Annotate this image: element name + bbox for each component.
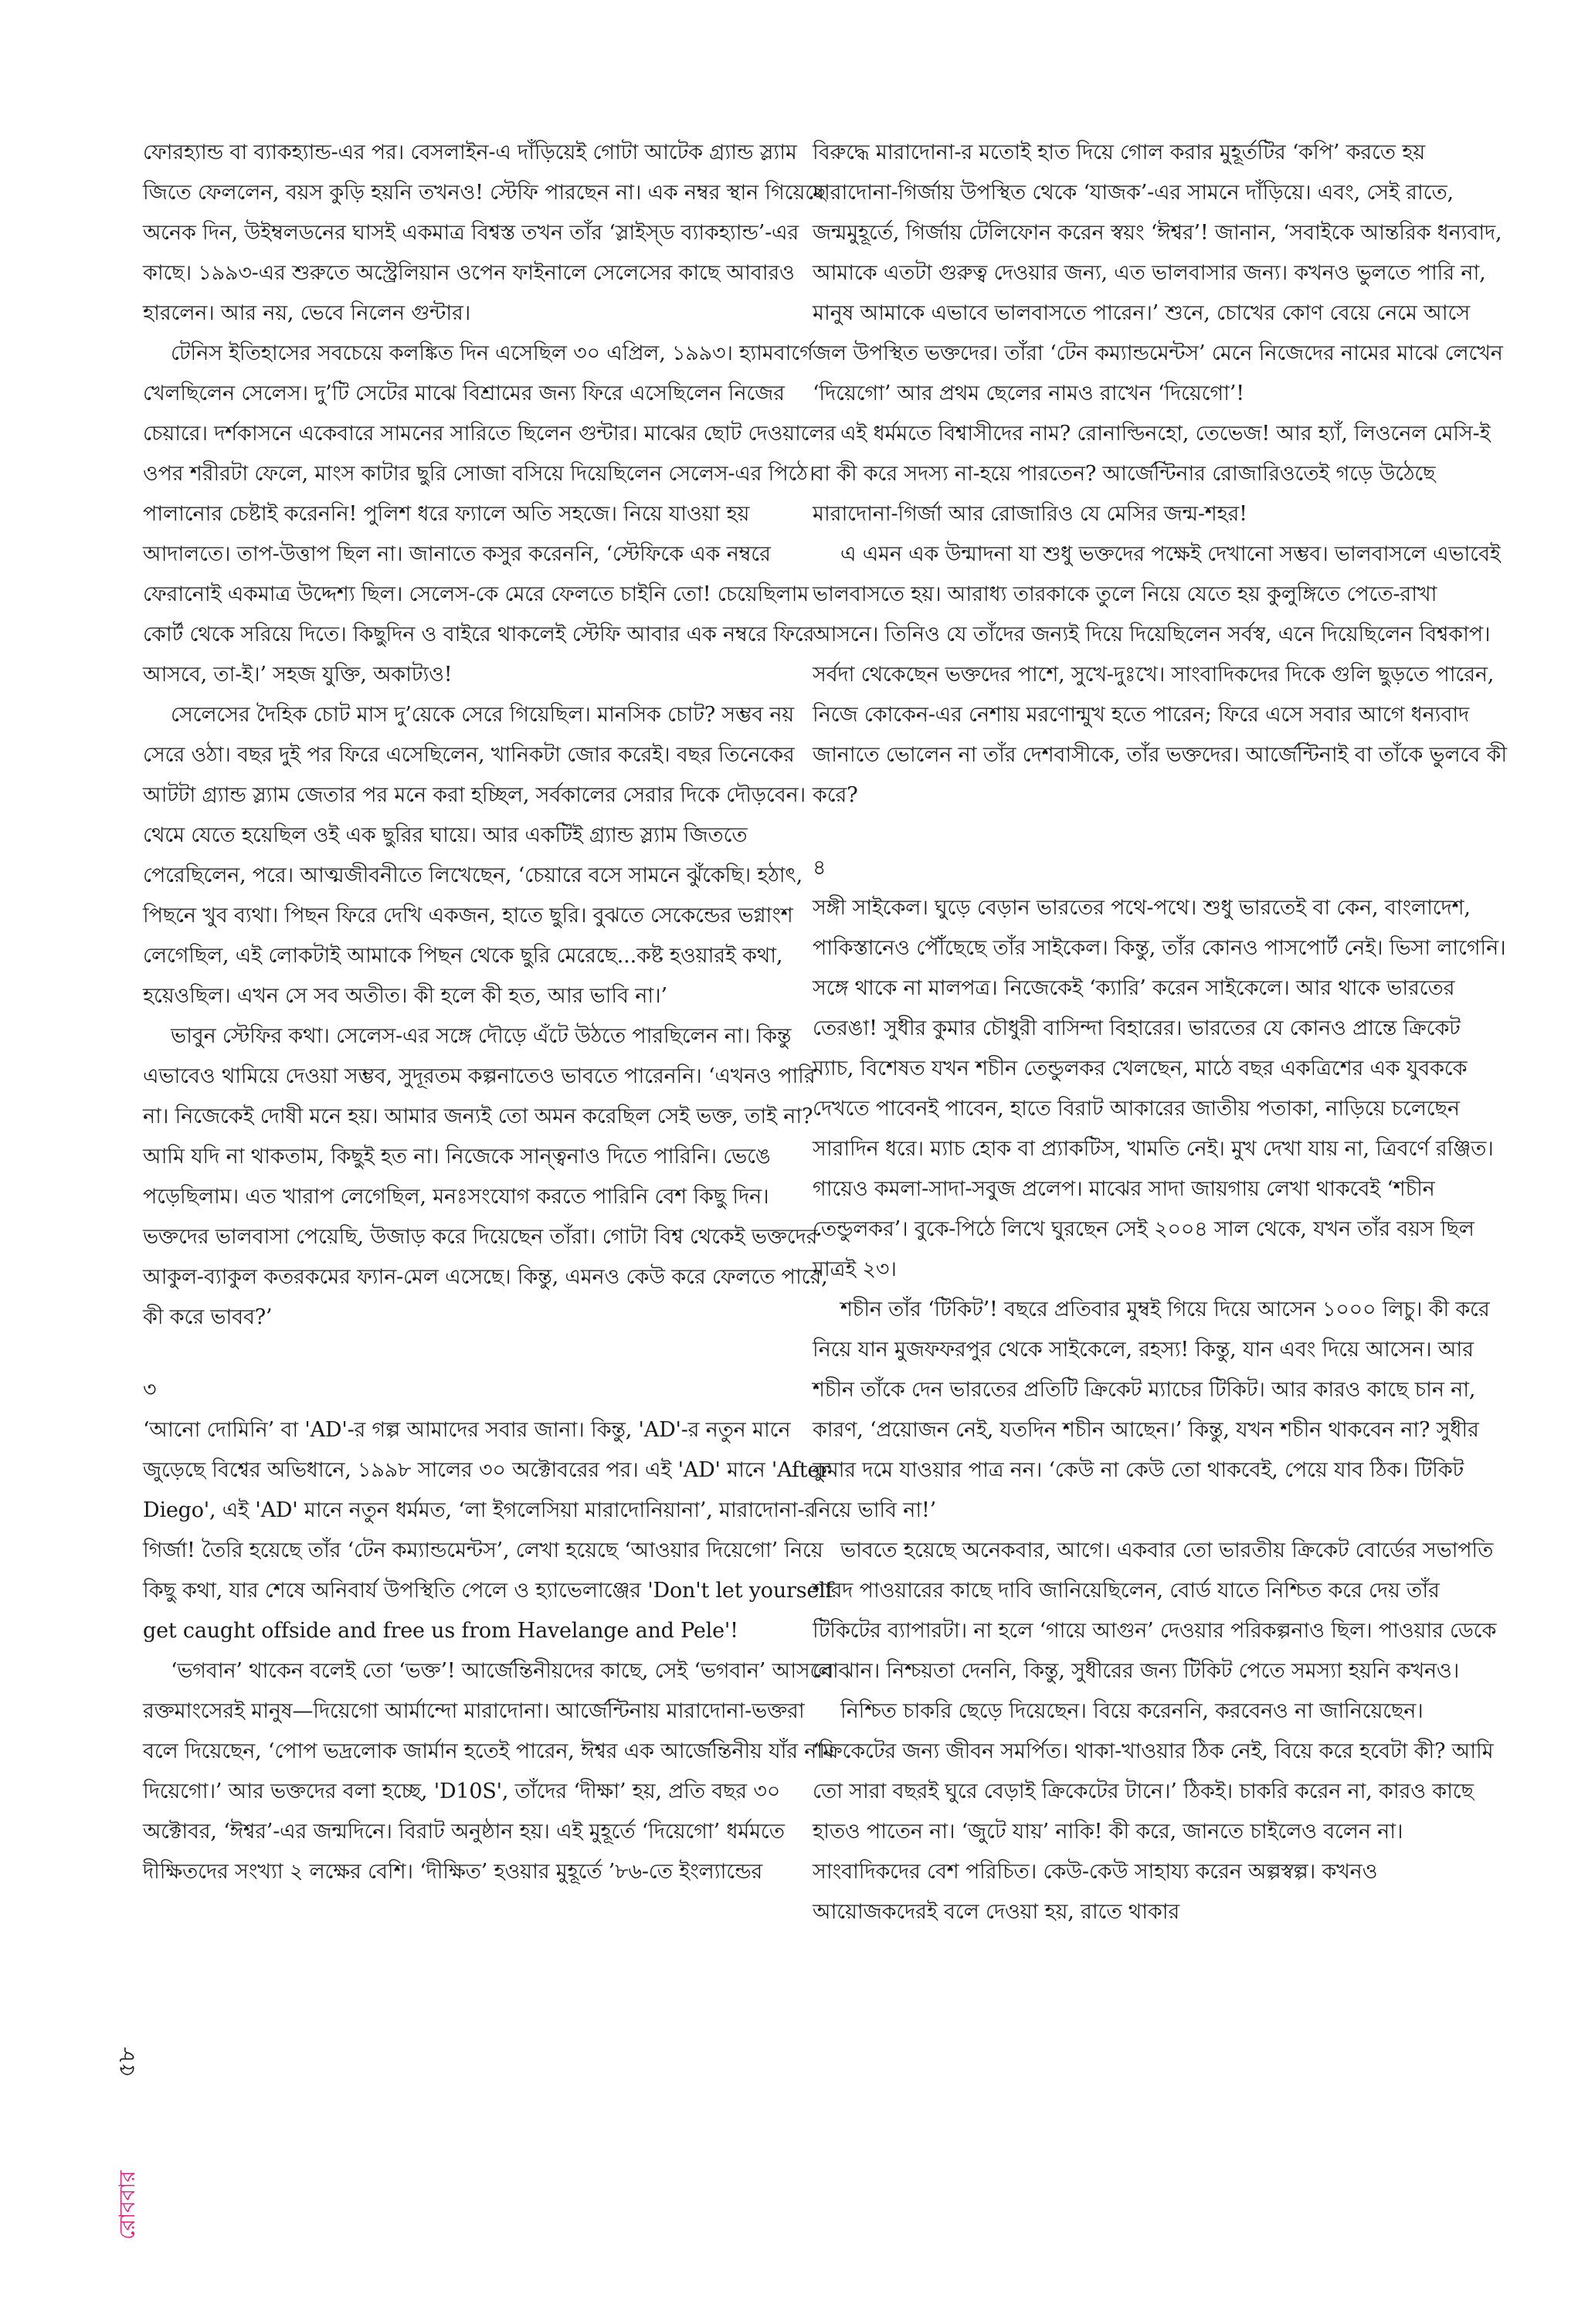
paragraph: ভাবতে হয়েছে অনেকবার, আগে। একবার তো ভারতীয় ক্রিকেট বোর্ডের সভাপতি শারদ পাওয়ারের কাছে দাবি জানিয়েছিলেন, বোর্ড যাতে নিশ্চিত করে দেয় তাঁর টিকিটের ব্যাপারটা। না হলে ‘গায়ে আগুন’ দেওয়ার পরিকল্পনাও ছিল। পাওয়ার ডেকে বোঝান। নিশ্চয়তা দেননি, কিন্তু, সুধীরের জন্য টিকিট পেতে সমস্যা হয়নি কখনও।	[813, 1539, 1497, 1683]
paragraph: এই ধর্মমতে বিশ্বাসীদের নাম? রোনাল্ডিনহো, তেভেজ! আর হ্যাঁ, লিওনেল মেসি-ই বা কী করে সদস্য না-হয়ে পারতেন? আর্জেন্টিনার রোজারিওতেই গড়ে উঠেছে মারাদোনা-গির্জা আর রোজারিও যে মেসির জন্ম-শহর!	[813, 422, 1491, 526]
page-folio	[104, 2039, 151, 2286]
section-number: ৪	[813, 856, 826, 880]
publication-name: রোববার	[114, 2170, 140, 2240]
paragraph: ফোরহ্যান্ড বা ব্যাকহ্যান্ড-এর পর। বেসলাইন-এ দাঁড়িয়েই গোটা আটেক গ্র্যান্ড স্ল্যাম জিতে ফেললেন, বয়স কুড়ি হয়নি তখনও! স্টেফি পারছেন না। এক নম্বর স্থান গিয়েছে অনেক দিন, উইম্বলডনের ঘাসই একমাত্র বিশ্বস্ত তখন তাঁর ‘স্লাইস্‌ড ব্যাকহ্যান্ড’-এর কাছে। ১৯৯৩-এর শুরুতে অস্ট্রেলিয়ান ওপেন ফাইনালে সেলেসের কাছে আবারও হারলেন। আর নয়, ভেবে নিলেন গুন্টার।	[143, 141, 826, 325]
page-number: ৫৮	[114, 2047, 141, 2078]
paragraph: বিরুদ্ধে মারাদোনা-র মতোই হাত দিয়ে গোল করার মুহূর্তটির ‘কপি’ করতে হয় মারাদোনা-গির্জায় উপস্থিত থেকে ‘যাজক’-এর সামনে দাঁড়িয়ে। এবং, সেই রাতে, জন্মমুহূর্তে, গির্জায় টেলিফোন করেন স্বয়ং ‘ঈশ্বর’! জানান, ‘সবাইকে আন্তরিক ধন্যবাদ, আমাকে এতটা গুরুত্ব দেওয়ার জন্য, এত ভালবাসার জন্য। কখনও ভুলতে পারি না, মানুষ আমাকে এভাবে ভালবাসতে পারেন।’ শুনে, চোখের কোণ বেয়ে নেমে আসে জল উপস্থিত ভক্তদের। তাঁরা ‘টেন কম্যান্ডমেন্টস’ মেনে নিজেদের নামের মাঝে লেখেন ‘দিয়েগো’ আর প্রথম ছেলের নামও রাখেন ‘দিয়েগো’!	[813, 141, 1503, 405]
paragraph: সেলেসের দৈহিক চোট মাস দু’য়েকে সেরে গিয়েছিল। মানসিক চোট? সম্ভব নয় সেরে ওঠা। বছর দুই পর ফিরে এসেছিলেন, খানিকটা জোর করেই। বছর তিনেকের আটটা গ্র্যান্ড স্ল্যাম জেতার পর মনে করা হচ্ছিল, সর্বকালের সেরার দিকে দৌড়বেন। থেমে যেতে হয়েছিল ওই এক ছুরির ঘায়ে। আর একটিই গ্র্যান্ড স্ল্যাম জিততে পেরেছিলেন, পরে। আত্মজীবনীতে লিখেছেন, ‘চেয়ারে বসে সামনে ঝুঁকেছি। হঠাৎ, পিছনে খুব ব্যথা। পিছন ফিরে দেখি একজন, হাতে ছুরি। বুঝতে সেকেন্ডের ভগ্নাংশ লেগেছিল, এই লোকটাই আমাকে পিছন থেকে ছুরি মেরেছে...কষ্ট হওয়ারই কথা, হয়েওছিল। এখন সে সব অতীত। কী হলে কী হত, আর ভাবি না।’	[143, 703, 806, 1008]
paragraph: নিশ্চিত চাকরি ছেড়ে দিয়েছেন। বিয়ে করেননি, করবেনও না জানিয়েছেন। ‘ক্রিকেটের জন্য জীবন সমর্পিত। থাকা-খাওয়ার ঠিক নেই, বিয়ে করে হবেটা কী? আমি তো সারা বছরই ঘুরে বেড়াই ক্রিকেটের টানে।’ ঠিকই। চাকরি করেন না, কারও কাছে হাতও পাতেন না। ‘জুটে যায়’ নাকি! কী করে, জানতে চাইলেও বলেন না। সাংবাদিকদের বেশ পরিচিত। কেউ-কেউ সাহায্য করেন অল্পস্বল্প। কখনও আয়োজকদেরই বলে দেওয়া হয়, রাতে থাকার	[813, 1699, 1494, 1924]
section-number: ৩	[143, 1378, 157, 1402]
paragraph: শচীন তাঁর ‘টিকিট’! বছরে প্রতিবার মুম্বই গিয়ে দিয়ে আসেন ১০০০ লিচু। কী করে নিয়ে যান মুজফফরপুর থেকে সাইকেলে, রহস্য! কিন্তু, যান এবং দিয়ে আসেন। আর শচীন তাঁকে দেন ভারতের প্রতিটি ক্রিকেট ম্যাচের টিকিট। আর কারও কাছে চান না, কারণ, ‘প্রয়োজন নেই, যতদিন শচীন আছেন।’ কিন্তু, যখন শচীন থাকবেন না? সুধীর কুমার দমে যাওয়ার পাত্র নন। ‘কেউ না কেউ তো থাকবেই, পেয়ে যাব ঠিক। টিকিট নিয়ে ভাবি না!’	[813, 1298, 1490, 1522]
paragraph: এ এমন এক উন্মাদনা যা শুধু ভক্তদের পক্ষেই দেখানো সম্ভব। ভালবাসলে এভাবেই ভালবাসতে হয়। আরাধ্য তারকাকে তুলে নিয়ে যেতে হয় কুলুঙ্গিতে পেতে-রাখা আসনে। তিনিও যে তাঁদের জন্যই দিয়ে দিয়েছিলেন সর্বস্ব, এনে দিয়েছিলেন বিশ্বকাপ। সর্বদা থেকেছেন ভক্তদের পাশে, সুখে-দুঃখে। সাংবাদিকদের দিকে গুলি ছুড়তে পারেন, নিজে কোকেন-এর নেশায় মরণোন্মুখ হতে পারেন; ফিরে এসে সবার আগে ধন্যবাদ জানাতে ভোলেন না তাঁর দেশবাসীকে, তাঁর ভক্তদের। আর্জেন্টিনাই বা তাঁকে ভুলবে কী করে?	[813, 542, 1507, 807]
right-column	[813, 133, 1508, 1932]
paragraph: ‘আনো দোমিনি’ বা 'AD'-র গল্প আমাদের সবার জানা। কিন্তু, 'AD'-র নতুন মানে জুড়েছে বিশ্বের অভিধানে, ১৯৯৮ সালের ৩০ অক্টোবরের পর। এই 'AD' মানে 'After Diego', এই 'AD' মানে নতুন ধর্মমত, ‘লা ইগলেসিয়া মারাদোনিয়ানা’, মারাদোনা-র গির্জা! তৈরি হয়েছে তাঁর ‘টেন কম্যান্ডমেন্টস’, লেখা হয়েছে ‘আওয়ার দিয়েগো’ নিয়ে কিছু কথা, যার শেষে অনিবার্য উপস্থিতি পেলে ও হ্যাভেলাঞ্জের 'Don't let yourself get caught offside and free us from Havelange and Pele'!	[143, 1418, 833, 1643]
paragraph: ‘ভগবান’ থাকেন বলেই তো ‘ভক্ত’! আর্জেন্তিনীয়দের কাছে, সেই ‘ভগবান’ আসলে রক্তমাংসেরই মানুষ—দিয়েগো আর্মান্দো মারাদোনা। আর্জেন্টিনায় মারাদোনা-ভক্তরা বলে দিয়েছেন, ‘পোপ ভদ্রলোক জার্মান হতেই পারেন, ঈশ্বর এক আর্জেন্তিনীয় যাঁর নাম দিয়েগো।’ আর ভক্তদের বলা হচ্ছে, 'D10S', তাঁদের ‘দীক্ষা’ হয়, প্রতি বছর ৩০ অক্টোবর, ‘ঈশ্বর’-এর জন্মদিনে। বিরাট অনুষ্ঠান হয়। এই মুহূর্তে ‘দিয়েগো’ ধর্মমতে দীক্ষিতদের সংখ্যা ২ লক্ষের বেশি। ‘দীক্ষিত’ হওয়ার মুহূর্তে ’৮৬-তে ইংল্যান্ডের	[143, 1659, 834, 1884]
left-column	[143, 133, 838, 1892]
paragraph: ভাবুন স্টেফির কথা। সেলেস-এর সঙ্গে দৌড়ে এঁটে উঠতে পারছিলেন না। কিন্তু এভাবেও থামিয়ে দেওয়া সম্ভব, সুদূরতম কল্পনাতেও ভাবতে পারেননি। ‘এখনও পারি না। নিজেকেই দোষী মনে হয়। আমার জন্যই তো অমন করেছিল সেই ভক্ত, তাই না? আমি যদি না থাকতাম, কিছুই হত না। নিজেকে সান্ত্বনাও দিতে পারিনি। ভেঙে পড়েছিলাম। এত খারাপ লেগেছিল, মনঃসংযোগ করতে পারিনি বেশ কিছু দিন। ভক্তদের ভালবাসা পেয়েছি, উজাড় করে দিয়েছেন তাঁরা। গোটা বিশ্ব থেকেই ভক্তদের আকুল-ব্যাকুল কতরকমের ফ্যান-মেল এসেছে। কিন্তু, এমনও কেউ করে ফেলতে পারে, কী করে ভাবব?’	[143, 1024, 828, 1329]
paragraph: টেনিস ইতিহাসের সবচেয়ে কলঙ্কিত দিন এসেছিল ৩০ এপ্রিল, ১৯৯৩। হ্যামবার্গে খেলছিলেন সেলেস। দু’টি সেটের মাঝে বিশ্রামের জন্য ফিরে এসেছিলেন নিজের চেয়ারে। দর্শকাসনে একেবারে সামনের সারিতে ছিলেন গুন্টার। মাঝের ছোট দেওয়ালের ওপর শরীরটা ফেলে, মাংস কাটার ছুরি সোজা বসিয়ে দিয়েছিলেন সেলেস-এর পিঠে। পালানোর চেষ্টাই করেননি! পুলিশ ধরে ফ্যালে অতি সহজে। নিয়ে যাওয়া হয় আদালতে। তাপ-উত্তাপ ছিল না। জানাতে কসুর করেননি, ‘স্টেফিকে এক নম্বরে ফেরানোই একমাত্র উদ্দেশ্য ছিল। সেলেস-কে মেরে ফেলতে চাইনি তো! চেয়েছিলাম কোর্ট থেকে সরিয়ে দিতে। কিছুদিন ও বাইরে থাকলেই স্টেফি আবার এক নম্বরে ফিরে আসবে, তা-ই।’ সহজ যুক্তি, অকাট্যও!	[143, 341, 837, 687]
paragraph: সঙ্গী সাইকেল। ঘুড়ে বেড়ান ভারতের পথে-পথে। শুধু ভারতেই বা কেন, বাংলাদেশ, পাকিস্তানেও পৌঁছেছে তাঁর সাইকেল। কিন্তু, তাঁর কোনও পাসপোর্ট নেই। ভিসা লাগেনি। সঙ্গে থাকে না মালপত্র। নিজেকেই ‘ক্যারি’ করেন সাইকেলে। আর থাকে ভারতের তেরঙা! সুধীর কুমার চৌধুরী বাসিন্দা বিহারের। ভারতের যে কোনও প্রান্তে ক্রিকেট ম্যাচ, বিশেষত যখন শচীন তেন্ডুলকর খেলছেন, মাঠে বছর একত্রিশের এক যুবককে দেখতে পাবেনই পাবেন, হাতে বিরাট আকারের জাতীয় পতাকা, নাড়িয়ে চলেছেন সারাদিন ধরে। ম্যাচ হোক বা প্র্যাকটিস, খামতি নেই। মুখ দেখা যায় না, ত্রিবর্ণে রঞ্জিত। গায়েও কমলা-সাদা-সবুজ প্রলেপ। মাঝের সাদা জায়গায় লেখা থাকবেই ‘শচীন তেন্ডুলকর’। বুকে-পিঠে লিখে ঘুরছেন সেই ২০০৪ সাল থেকে, যখন তাঁর বয়স ছিল মাত্রই ২৩।	[813, 896, 1506, 1281]
